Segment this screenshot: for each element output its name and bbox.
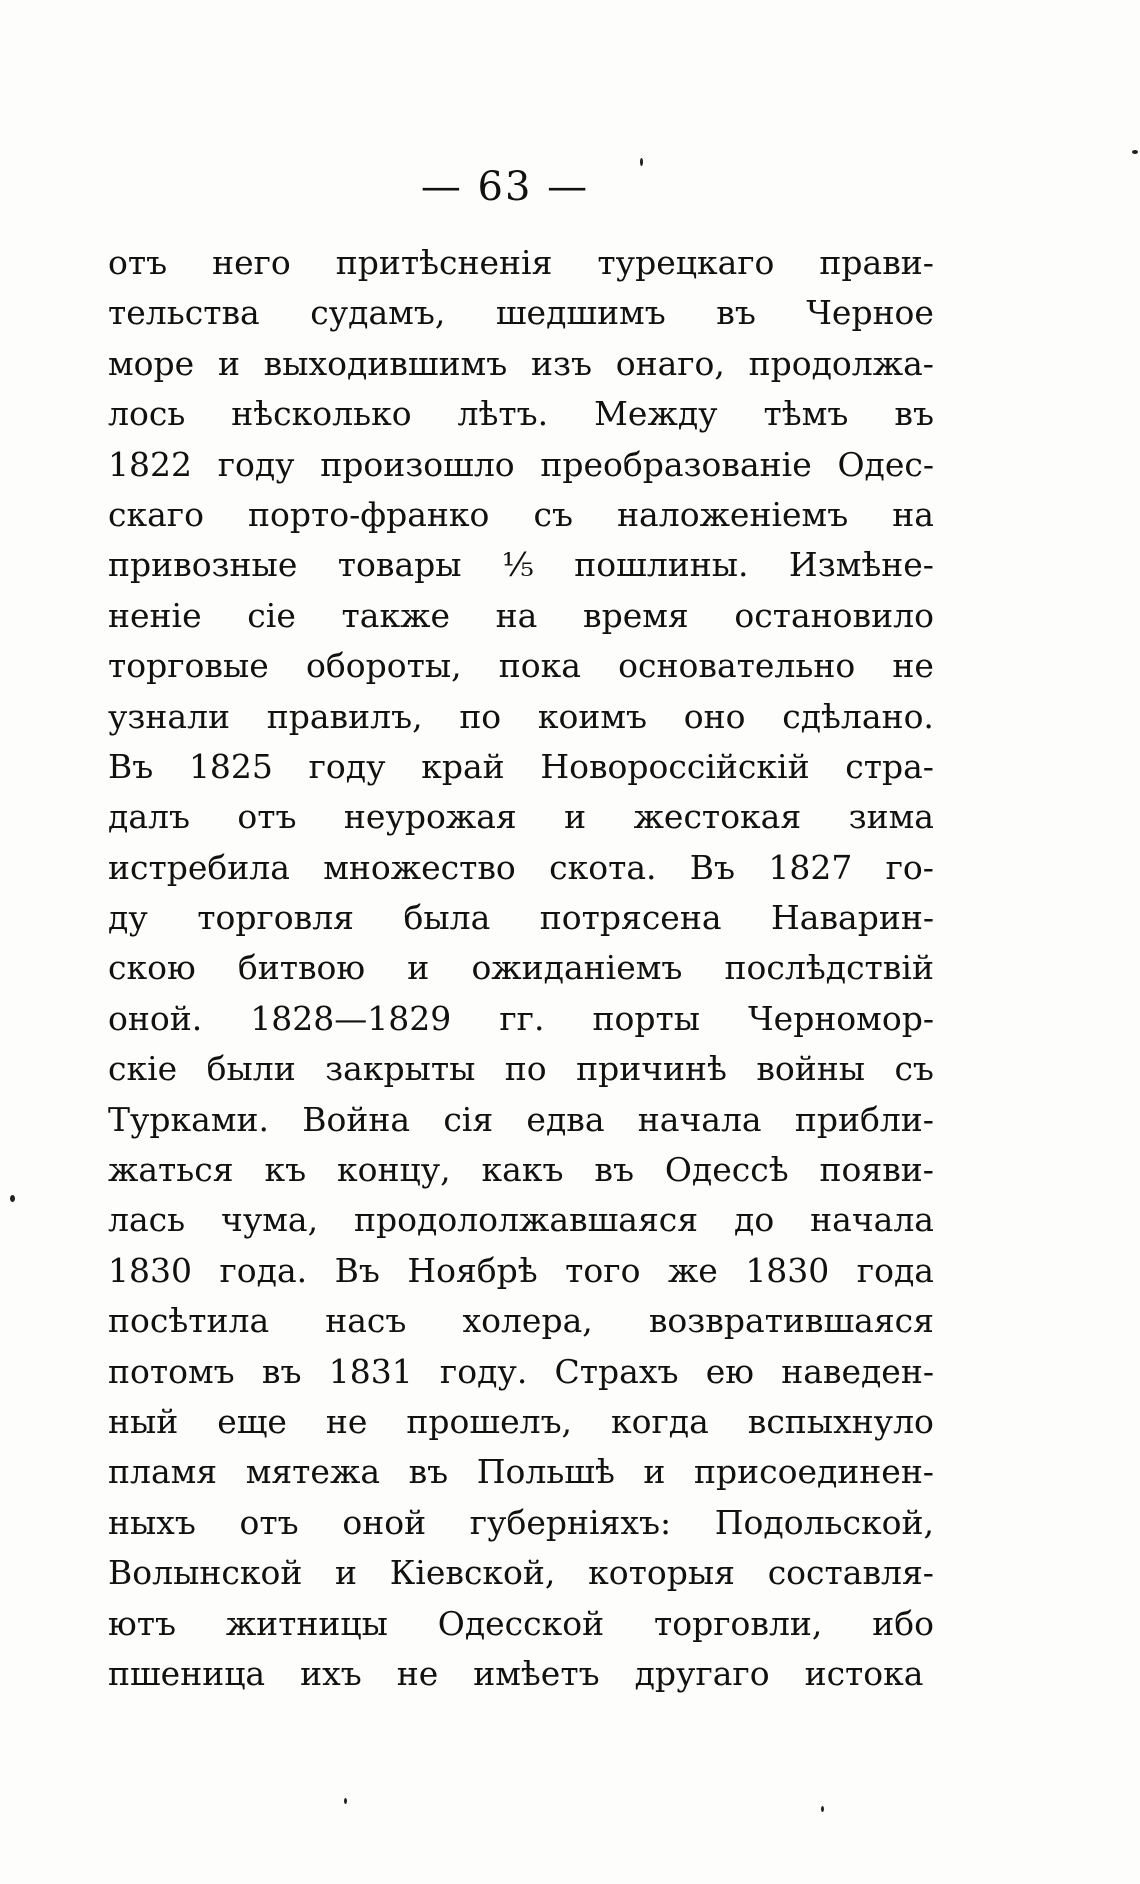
word: гг. bbox=[499, 998, 545, 1038]
word: ютъ bbox=[108, 1603, 176, 1643]
word: истребила bbox=[108, 847, 290, 887]
word: море bbox=[108, 343, 195, 383]
word: на bbox=[495, 595, 538, 635]
word: начала bbox=[810, 1200, 934, 1240]
word: Одесской bbox=[437, 1603, 605, 1643]
word: лась bbox=[108, 1200, 186, 1240]
word: съ bbox=[533, 494, 573, 534]
word: которыя bbox=[588, 1553, 735, 1593]
word: Въ bbox=[689, 847, 736, 887]
word: продолжа- bbox=[748, 343, 934, 383]
text-line bbox=[108, 490, 934, 540]
text-line bbox=[108, 1649, 934, 1699]
word: и bbox=[217, 343, 240, 383]
text-line bbox=[108, 389, 934, 439]
word: концу, bbox=[337, 1150, 451, 1190]
word: порто-франко bbox=[248, 494, 490, 534]
word: турецкаго bbox=[597, 243, 775, 282]
word: 1825 bbox=[188, 746, 273, 786]
word: имѣетъ bbox=[473, 1653, 600, 1693]
word: послѣдствій bbox=[724, 948, 934, 988]
word: сія bbox=[443, 1099, 494, 1139]
word: по bbox=[504, 1049, 547, 1089]
text-line bbox=[108, 1447, 934, 1497]
word: оной. bbox=[108, 998, 203, 1038]
word: по bbox=[459, 696, 502, 736]
print-speck bbox=[640, 158, 643, 166]
word: возвратившаяся bbox=[648, 1301, 934, 1341]
word: Одессѣ bbox=[664, 1150, 789, 1190]
word: и bbox=[643, 1452, 666, 1492]
text-line bbox=[108, 792, 934, 842]
word: коимъ bbox=[537, 696, 648, 736]
word: прави- bbox=[819, 243, 934, 282]
text-line bbox=[108, 540, 934, 590]
word: на bbox=[892, 494, 934, 534]
word: жестокая bbox=[633, 797, 802, 837]
word: Измѣне- bbox=[788, 545, 934, 585]
word: пошлины. bbox=[574, 545, 749, 585]
word: Наварин- bbox=[771, 898, 934, 938]
word: были bbox=[206, 1049, 296, 1089]
word: торговля bbox=[197, 898, 355, 938]
word: Кіевской, bbox=[389, 1553, 556, 1593]
word: Польшѣ bbox=[476, 1452, 615, 1492]
word: какъ bbox=[481, 1150, 564, 1190]
word: другаго bbox=[634, 1653, 770, 1693]
word: время bbox=[583, 595, 689, 635]
word: го- bbox=[885, 847, 934, 887]
word: году. bbox=[439, 1351, 528, 1391]
word: скота. bbox=[549, 847, 657, 887]
word: въ bbox=[716, 293, 756, 333]
word: въ bbox=[594, 1150, 634, 1190]
print-speck bbox=[1132, 150, 1138, 154]
word: едва bbox=[526, 1099, 605, 1139]
word: Новороссійскій bbox=[540, 746, 810, 786]
word: отъ bbox=[237, 797, 297, 837]
word: въ bbox=[408, 1452, 449, 1492]
word: потомъ bbox=[108, 1351, 235, 1391]
text-line bbox=[108, 238, 934, 288]
word: Страхъ bbox=[554, 1351, 679, 1391]
word: отъ bbox=[108, 243, 168, 282]
word: нѣсколько bbox=[231, 394, 412, 434]
word: оно bbox=[683, 696, 746, 736]
word: году bbox=[217, 444, 295, 484]
word: ожиданіемъ bbox=[471, 948, 683, 988]
word: преобразованіе bbox=[540, 444, 812, 484]
word: него bbox=[212, 243, 291, 282]
text-line bbox=[108, 288, 934, 338]
word: начала bbox=[637, 1099, 762, 1139]
word: судамъ, bbox=[310, 293, 446, 333]
word: посѣтила bbox=[108, 1301, 270, 1341]
word: Турками. bbox=[108, 1099, 270, 1139]
word: вспыхнуло bbox=[747, 1401, 934, 1441]
word: прибли- bbox=[794, 1099, 934, 1139]
text-line bbox=[108, 1296, 934, 1346]
word: къ bbox=[264, 1150, 307, 1190]
print-speck bbox=[10, 1195, 15, 1202]
word: лѣтъ. bbox=[457, 394, 549, 434]
word: битвою bbox=[237, 948, 366, 988]
word: составля- bbox=[767, 1553, 934, 1593]
word: скаго bbox=[108, 494, 204, 534]
word: обороты, bbox=[305, 646, 462, 686]
text-line bbox=[108, 641, 934, 691]
text-line bbox=[108, 1397, 934, 1447]
text-line bbox=[108, 742, 934, 792]
word: 1822 bbox=[108, 444, 192, 484]
text-line bbox=[108, 994, 934, 1044]
word: продололжавшаяся bbox=[354, 1200, 699, 1240]
word: 1831 bbox=[328, 1351, 413, 1391]
word: Подольской, bbox=[714, 1502, 934, 1542]
word: съ bbox=[894, 1049, 934, 1089]
word: остановило bbox=[734, 595, 934, 635]
word: пока bbox=[498, 646, 581, 686]
word: мятежа bbox=[245, 1452, 380, 1492]
word: Ноябрѣ bbox=[407, 1250, 538, 1290]
print-speck bbox=[821, 1806, 824, 1812]
word: скою bbox=[108, 948, 196, 988]
word: ¹⁄₅ bbox=[501, 545, 534, 585]
word: и bbox=[564, 797, 587, 837]
word: сдѣлано. bbox=[782, 696, 934, 736]
text-line bbox=[108, 1246, 934, 1296]
word: 1827 bbox=[768, 847, 853, 887]
word: далъ bbox=[108, 797, 190, 837]
word: стра- bbox=[845, 746, 934, 786]
word: Волынской bbox=[108, 1553, 303, 1593]
text-line bbox=[108, 1195, 934, 1245]
word: году bbox=[308, 746, 386, 786]
text-line bbox=[108, 1095, 934, 1145]
word: истока bbox=[804, 1653, 924, 1693]
text-body bbox=[108, 238, 934, 1699]
word: и bbox=[407, 948, 430, 988]
word: выходившимъ bbox=[263, 343, 508, 383]
word: насъ bbox=[325, 1301, 407, 1341]
word: 1830 bbox=[745, 1250, 830, 1290]
word: же bbox=[667, 1250, 718, 1290]
text-line bbox=[108, 893, 934, 943]
word: 1828—1829 bbox=[250, 998, 452, 1038]
word: ду bbox=[108, 898, 148, 938]
word: когда bbox=[611, 1401, 709, 1441]
word: жаться bbox=[108, 1150, 234, 1190]
word: не bbox=[325, 1401, 368, 1441]
word: закрыты bbox=[325, 1049, 476, 1089]
word: ныхъ bbox=[108, 1502, 196, 1542]
word: онаго, bbox=[615, 343, 725, 383]
page-number: — 63 — bbox=[420, 164, 590, 210]
word: торговли, bbox=[653, 1603, 823, 1643]
word: холера, bbox=[462, 1301, 593, 1341]
word: не bbox=[396, 1653, 439, 1693]
word: тельства bbox=[108, 293, 260, 333]
word: наложеніемъ bbox=[617, 494, 849, 534]
word: Черное bbox=[806, 293, 934, 333]
text-line bbox=[108, 339, 934, 389]
word: зима bbox=[848, 797, 934, 837]
word: шедшимъ bbox=[495, 293, 666, 333]
word: присоединен- bbox=[693, 1452, 934, 1492]
word: притѣсненія bbox=[335, 243, 553, 282]
word: Черномор- bbox=[748, 998, 934, 1038]
word: 1830 bbox=[108, 1250, 192, 1290]
word: еще bbox=[217, 1401, 287, 1441]
text-line bbox=[108, 1044, 934, 1094]
word: ный bbox=[108, 1401, 179, 1441]
text-line bbox=[108, 1548, 934, 1598]
word: Между bbox=[594, 394, 718, 434]
word: была bbox=[403, 898, 491, 938]
word: того bbox=[565, 1250, 641, 1290]
text-line bbox=[108, 1599, 934, 1649]
word: наведен- bbox=[781, 1351, 934, 1391]
word: край bbox=[421, 746, 505, 786]
text-line bbox=[108, 1347, 934, 1397]
text-line bbox=[108, 943, 934, 993]
text-line bbox=[108, 440, 934, 490]
word: года. bbox=[219, 1250, 308, 1290]
word: до bbox=[734, 1200, 775, 1240]
word: пламя bbox=[108, 1452, 218, 1492]
word: правилъ, bbox=[266, 696, 423, 736]
word: не bbox=[892, 646, 934, 686]
word: торговые bbox=[108, 646, 269, 686]
text-line bbox=[108, 1498, 934, 1548]
text-line bbox=[108, 1145, 934, 1195]
word: неурожая bbox=[343, 797, 517, 837]
word: произошло bbox=[320, 444, 515, 484]
word: потрясена bbox=[539, 898, 722, 938]
word: Въ bbox=[108, 746, 154, 786]
word: тѣмъ bbox=[763, 394, 849, 434]
word: войны bbox=[756, 1049, 866, 1089]
word: года bbox=[856, 1250, 934, 1290]
word: товары bbox=[337, 545, 462, 585]
word: причинѣ bbox=[576, 1049, 727, 1089]
word: ибо bbox=[872, 1603, 934, 1643]
text-line bbox=[108, 843, 934, 893]
word: сіе bbox=[247, 595, 296, 635]
word: житницы bbox=[225, 1603, 388, 1643]
word: изъ bbox=[530, 343, 592, 383]
word: прошелъ, bbox=[406, 1401, 573, 1441]
word: основательно bbox=[618, 646, 856, 686]
word: ихъ bbox=[300, 1653, 362, 1693]
word: въ bbox=[261, 1351, 302, 1391]
word: губерніяхъ: bbox=[469, 1502, 672, 1542]
word: порты bbox=[592, 998, 701, 1038]
word: Одес- bbox=[837, 444, 934, 484]
word: и bbox=[335, 1553, 358, 1593]
word: ею bbox=[705, 1351, 754, 1391]
print-speck bbox=[344, 1798, 347, 1804]
word: Война bbox=[302, 1099, 411, 1139]
word: Въ bbox=[334, 1250, 380, 1290]
word: привозные bbox=[108, 545, 298, 585]
word: также bbox=[341, 595, 450, 635]
word: скіе bbox=[108, 1049, 178, 1089]
word: появи- bbox=[819, 1150, 934, 1190]
word: пшеница bbox=[108, 1653, 266, 1693]
word: чума, bbox=[221, 1200, 319, 1240]
word: въ bbox=[894, 394, 934, 434]
word: множество bbox=[323, 847, 516, 887]
text-line bbox=[108, 692, 934, 742]
word: оной bbox=[342, 1502, 427, 1542]
word: лось bbox=[108, 394, 186, 434]
word: узнали bbox=[108, 696, 231, 736]
text-line bbox=[108, 591, 934, 641]
word: отъ bbox=[239, 1502, 299, 1542]
word: неніе bbox=[108, 595, 202, 635]
